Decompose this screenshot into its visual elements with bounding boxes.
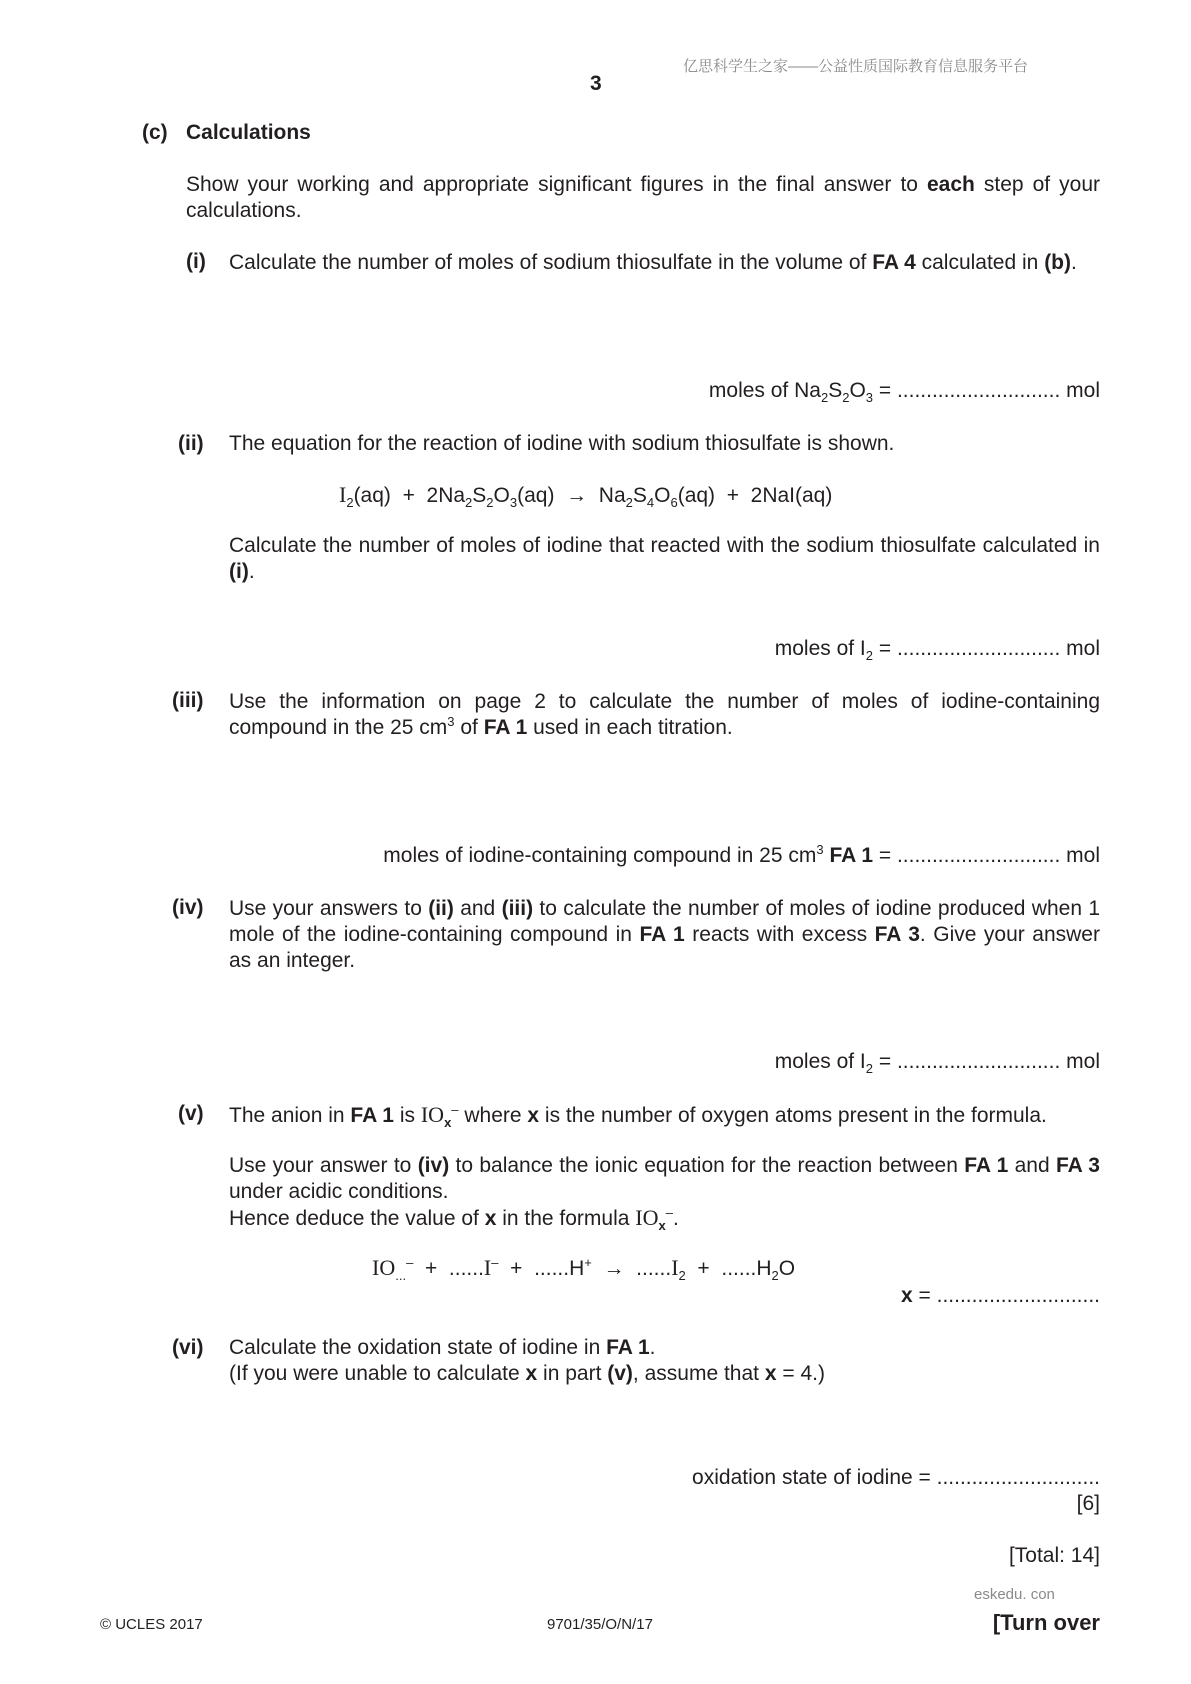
question-v-line-1: The anion in FA 1 is $IO_x^-$ where x is the number of oxygen atoms present in the formula.: [229, 1102, 1047, 1131]
question-iv-answer-line: moles of $I_2$ = ............................ mol: [774, 1050, 1100, 1077]
marks-badge: [6]: [1076, 1492, 1100, 1515]
page-number: 3: [590, 72, 602, 95]
thiosulfate-equation: $I_2(aq) + 2Na_2S_2O_3(aq) \to Na_2S_4O_6(aq) + 2NaI(aq)$: [339, 482, 833, 511]
question-iii-label: (iii): [172, 689, 204, 712]
question-ii-label: (ii): [178, 432, 204, 455]
section-title: Calculations: [186, 121, 311, 144]
question-ii-text-2: Calculate the number of moles of iodine that reacted with the sodium thiosulfate calculated in (i).: [229, 534, 1100, 583]
question-iv-text: Use your answers to (ii) and (iii) to calculate the number of moles of iodine produced when 1 mole of the iodine-containing compound in FA 1 reacts with excess FA 3. Give your answer as an integer.: [229, 897, 1101, 972]
section-label: (c): [142, 121, 168, 144]
question-vi-line-1: Calculate the oxidation state of iodine in FA 1.: [229, 1336, 656, 1359]
copyright: © UCLES 2017: [100, 1616, 203, 1633]
question-vi-answer-line: oxidation state of iodine = ............................: [692, 1466, 1100, 1489]
question-i-label: (i): [186, 250, 206, 273]
ionic-equation: $IO_{...}^- + ......I^- + ......H^+ \to ......I_2 + ......H_2O$: [372, 1255, 796, 1284]
question-v-line-2: Use your answer to (iv) to balance the ionic equation for the reaction between FA 1 and FA 3 under acidic conditions.: [229, 1154, 1100, 1203]
question-iv-label: (iv): [172, 896, 204, 919]
question-v-label: (v): [178, 1102, 204, 1125]
question-iii-answer-line: moles of iodine-containing compound in 25 $cm^3$ FA 1 = ............................ mol: [383, 842, 1100, 867]
question-ii-answer-line: moles of $I_2$ = ............................ mol: [774, 637, 1100, 664]
paper-code: 9701/35/O/N/17: [547, 1616, 653, 1633]
question-v-line-3: Hence deduce the value of x in the formula $IO_x^-$.: [229, 1205, 679, 1234]
section-intro: Show your working and appropriate significant figures in the final answer to each step of your calculations.: [186, 173, 1100, 222]
question-iii-text: Use the information on page 2 to calculate the number of moles of iodine-containing compound in the 25 $cm^3$ of FA 1 used in each titration.: [229, 690, 1100, 739]
watermark-top: 亿思科学生之家——公益性质国际教育信息服务平台: [683, 58, 1029, 75]
question-vi-label: (vi): [172, 1336, 204, 1359]
question-i-answer-line: moles of $Na_2S_2O_3$ = ............................ mol: [708, 379, 1100, 406]
question-i-text: Calculate the number of moles of sodium thiosulfate in the volume of FA 4 calculated in (b).: [229, 251, 1077, 274]
question-v-answer-line: x = ............................: [901, 1284, 1100, 1307]
question-vi-line-2: (If you were unable to calculate x in part (v), assume that x = 4.): [229, 1362, 825, 1385]
turn-over: [Turn over: [992, 1610, 1100, 1635]
total-marks: [Total: 14]: [1008, 1544, 1100, 1567]
watermark-bottom: eskedu. con: [974, 1586, 1055, 1603]
question-ii-text: The equation for the reaction of iodine with sodium thiosulfate is shown.: [229, 432, 895, 455]
